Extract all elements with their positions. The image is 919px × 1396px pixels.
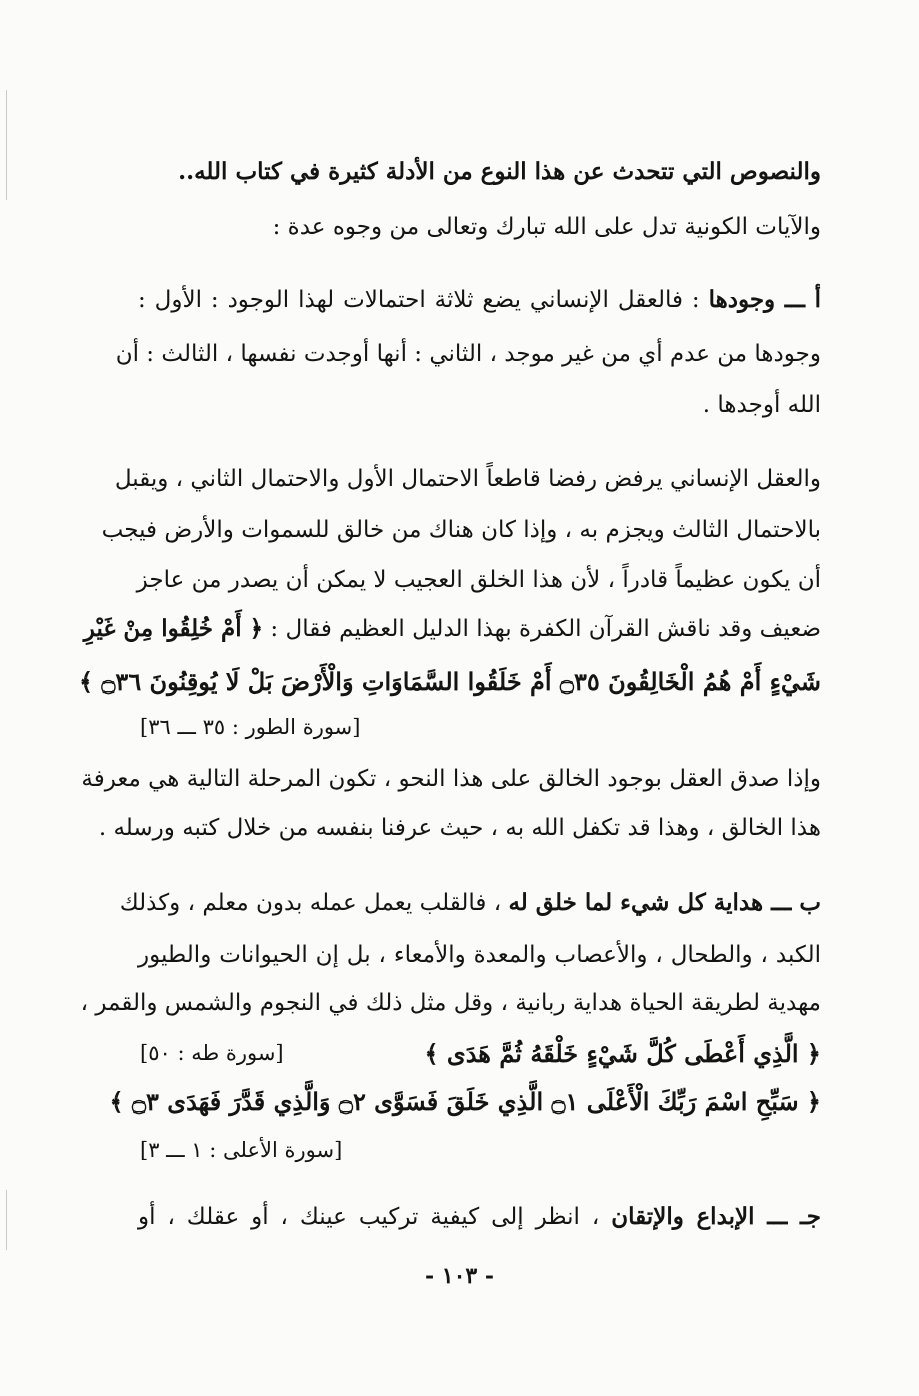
section-a-heading: أ ـــ وجودها bbox=[708, 286, 821, 313]
paragraph-intro-line: والآيات الكونية تدل على الله تبارك وتعالى من وجوه عدة : bbox=[272, 214, 821, 240]
section-b-heading: ب ـــ هداية كل شيء لما خلق له bbox=[508, 889, 821, 916]
section-b-line: مهدية لطريقة الحياة هداية ربانية ، وقل مثل ذلك في النجوم والشمس والقمر ، bbox=[80, 990, 821, 1016]
paragraph-intro-line: والنصوص التي تتحدث عن هذا النوع من الأدلة كثيرة في كتاب الله.. bbox=[178, 158, 821, 185]
scan-edge-mark bbox=[6, 1190, 7, 1250]
body-line: والعقل الإنساني يرفض رفضا قاطعاً الاحتمال الأول والاحتمال الثاني ، ويقبل bbox=[114, 466, 821, 492]
section-b-line: الكبد ، والطحال ، والأعصاب والمعدة والأمعاء ، بل إن الحيوانات والطيور bbox=[138, 942, 821, 968]
section-c-line bbox=[138, 1200, 821, 1234]
body-line: هذا الخالق ، وهذا قد تكفل الله به ، حيث عرفنا بنفسه من خلال كتبه ورسله . bbox=[98, 815, 821, 841]
verse-reference: [سورة الطور : ٣٥ ـــ ٣٦] bbox=[140, 715, 361, 739]
section-a-line: وجودها من عدم أي من غير موجد ، الثاني : أنها أوجدت نفسها ، الثالث : أن bbox=[115, 341, 821, 367]
section-b-text: ، فالقلب يعمل عمله بدون معلم ، وكذلك bbox=[119, 890, 509, 916]
body-line: وإذا صدق العقل بوجود الخالق على هذا النحو ، تكون المرحلة التالية هي معرفة bbox=[81, 766, 821, 792]
section-b-line bbox=[119, 886, 821, 920]
section-a-text: : فالعقل الإنساني يضع ثلاثة احتمالات لهذا الوجود : الأول : bbox=[138, 287, 709, 313]
section-c-text: ، انظر إلى كيفية تركيب عينك ، أو عقلك ، أو bbox=[138, 1204, 612, 1230]
verse-reference: [سورة طه : ٥٠] bbox=[140, 1041, 284, 1065]
quran-verse: شَيْءٍ أَمْ هُمُ الْخَالِقُونَ ۝٣٥ أَمْ خَلَقُوا السَّمَاوَاتِ وَالْأَرْضَ بَلْ لَا يُوقِنُونَ ۝٣٦ ﴾ bbox=[78, 667, 821, 696]
section-c-heading: جـ ـــ الإبداع والإتقان bbox=[611, 1203, 821, 1230]
page-number: - ١٠٣ - bbox=[424, 1263, 495, 1289]
quran-verse: ﴿ الَّذِي أَعْطَى كُلَّ شَيْءٍ خَلْقَهُ ثُمَّ هَدَى ﴾ bbox=[424, 1039, 821, 1068]
section-a-line: الله أوجدها . bbox=[702, 392, 821, 418]
verse-reference: [سورة الأعلى : ١ ـــ ٣] bbox=[140, 1138, 343, 1162]
body-line bbox=[83, 612, 821, 646]
quran-verse: ﴿ سَبِّحِ اسْمَ رَبِّكَ الْأَعْلَى ۝١ الَّذِي خَلَقَ فَسَوَّى ۝٢ وَالَّذِي قَدَّرَ فَهَدَى ۝٣ ﴾ bbox=[109, 1087, 821, 1116]
quran-verse-start: ﴿ أَمْ خُلِقُوا مِنْ غَيْرِ bbox=[83, 615, 264, 642]
body-line: بالاحتمال الثالث ويجزم به ، وإذا كان هناك من خالق للسموات والأرض فيجب bbox=[101, 517, 821, 543]
section-a-line bbox=[138, 283, 821, 317]
body-line: أن يكون عظيماً قادراً ، لأن هذا الخلق العجيب لا يمكن أن يصدر من عاجز bbox=[136, 567, 821, 593]
body-text: ضعيف وقد ناقش القرآن الكفرة بهذا الدليل العظيم فقال : bbox=[263, 616, 821, 642]
scan-edge-mark bbox=[6, 90, 7, 200]
